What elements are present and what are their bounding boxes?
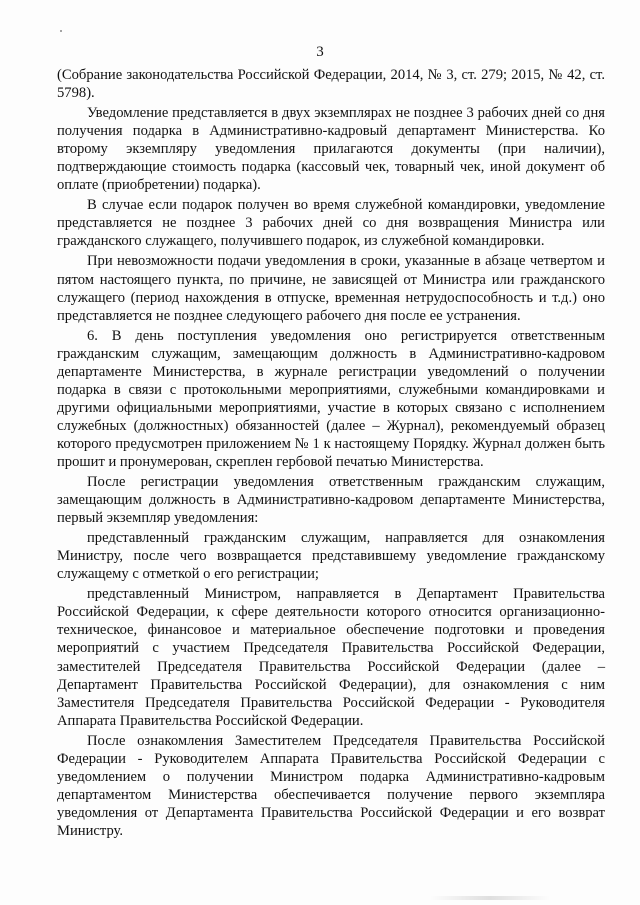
paragraph-after-registration: После регистрации уведомления ответственным гражданским служащим, замещающим должность в Административно-кадровом департаменте Министерства, первый экземпляр уведомления: — [57, 474, 605, 527]
document-body — [57, 66, 605, 842]
paragraph-minister-copy: представленный Министром, направляется в Департамент Правительства Российской Федерации, к сфере деятельности которого относится организационно-техническое, финансовое и материальное обеспечение подготовки и проведения мероприятий с участием Председателя Правительства Российской Федерации, заместителей Председателя Правительства Российской Федерации (далее – Департамент Правительства Российской Федерации), для ознакомления с ним Заместителя Председателя Правительства Российской Федерации - Руководителя Аппарата Правительства Российской Федерации. — [57, 586, 605, 729]
paragraph-citation: (Собрание законодательства Российской Федерации, 2014, № 3, ст. 279; 2015, № 42, ст. 5798). — [57, 67, 605, 102]
paragraph-civil-servant-copy: представленный гражданским служащим, направляется для ознакомления Министру, после чего возвращается представившему уведомление гражданскому служащему с отметкой о его регистрации; — [57, 530, 605, 583]
paragraph-after-review: После ознакомления Заместителем Председателя Правительства Российской Федерации - Руководителем Аппарата Правительства Российской Федерации с уведомлением о получении Министром подарка Административно-кадровым департаментом Министерства обеспечивается получение первого экземпляра уведомления от Департамента Правительства Российской Федерации и его возврат Министру. — [57, 732, 605, 839]
page-number: 3 — [316, 44, 324, 60]
paragraph-impossibility: При невозможности подачи уведомления в сроки, указанные в абзаце четвертом и пятом настоящего пункта, по причине, не зависящей от Министра или гражданского служащего (период нахождения в отпуске, временная нетрудоспособность и т.д.) оно представляется не позднее следующего рабочего дня после ее устранения. — [57, 253, 605, 324]
scan-speck — [60, 30, 62, 32]
paragraph-business-trip: В случае если подарок получен во время служебной командировки, уведомление представляется не позднее 3 рабочих дней со дня возвращения Министра или гражданского служащего, получившего подарок, из служебной командировки. — [57, 197, 605, 250]
scan-smudge — [430, 896, 550, 900]
paragraph-notification-copies: Уведомление представляется в двух экземплярах не позднее 3 рабочих дней со дня получения подарка в Административно-кадровый департамент Министерства. Ко второму экземпляру уведомления прилагаются документы (при наличии), подтверждающие стоимость подарка (кассовый чек, товарный чек, иной документ об оплате (приобретении) подарка). — [57, 105, 605, 194]
paragraph-item-6-registration: 6. В день поступления уведомления оно регистрируется ответственным гражданским служащим, замещающим должность в Административно-кадровом департаменте Министерства, в журнале регистрации уведомлений о получении подарка в связи с протокольными мероприятиями, служебными командировками и другими официальными мероприятиями, участие в которых связано с исполнением служебных (должностных) обязанностей (далее – Журнал), рекомендуемый образец которого предусмотрен приложением № 1 к настоящему Порядку. Журнал должен быть прошит и пронумерован, скреплен гербовой печатью Министерства. — [57, 327, 605, 470]
